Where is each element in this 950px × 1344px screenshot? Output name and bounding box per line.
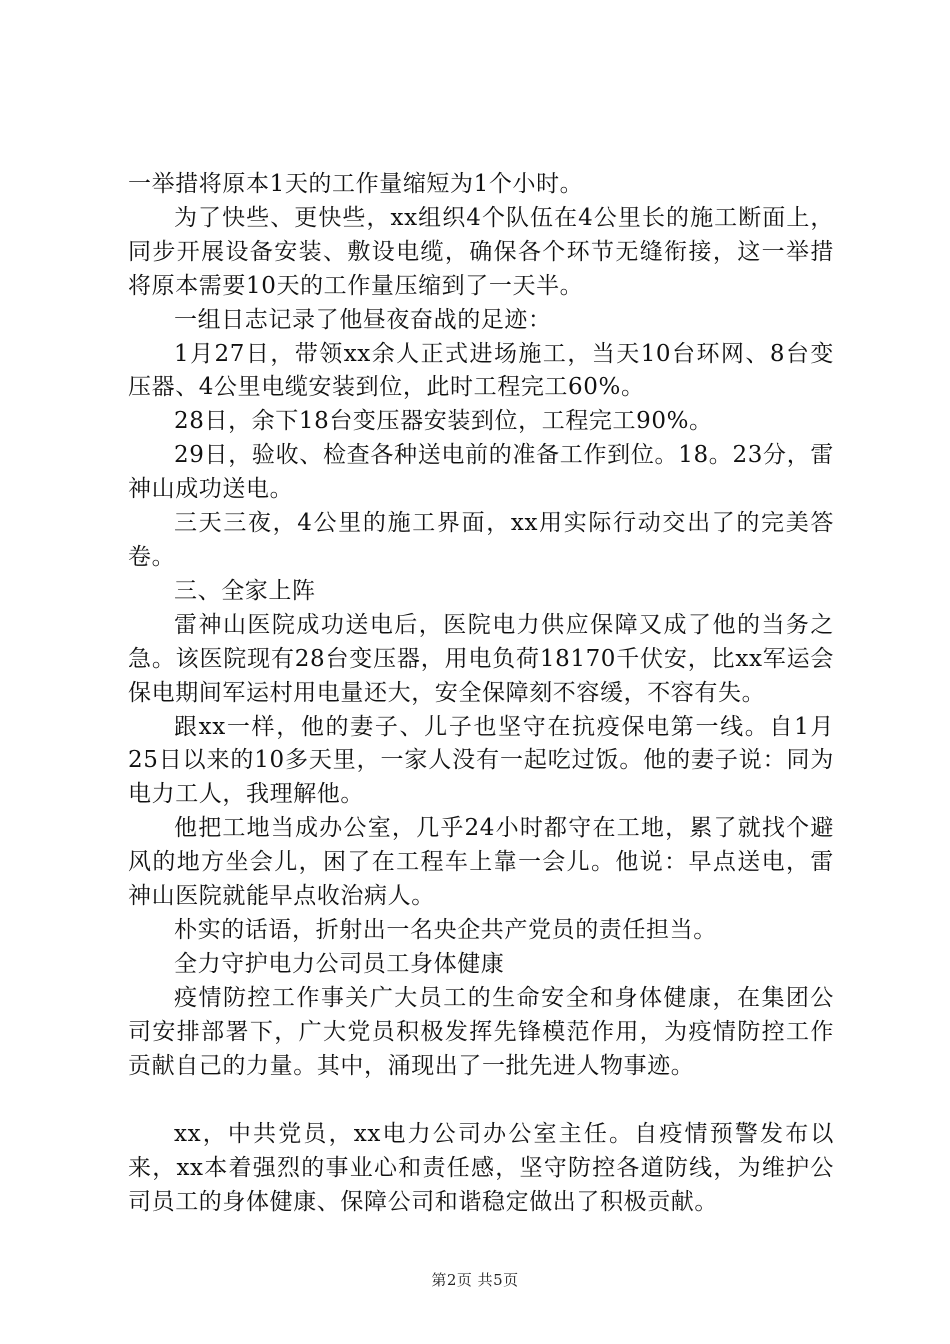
paragraph-log-day-29: 29日，验收、检查各种送电前的准备工作到位。18。23分，雷神山成功送电。 xyxy=(128,442,834,503)
section-heading-employee-health: 全力守护电力公司员工身体健康 xyxy=(174,950,505,977)
paragraph-office-director: xx，中共党员，xx电力公司办公室主任。自疫情预警发布以来，xx本着强烈的事业心和责任感，坚守防控各道防线，为维护公司员工的身体健康、保障公司和谐稳定做出了积极贡献。 xyxy=(128,1121,834,1216)
paragraph-continuation: 一举措将原本1天的工作量缩短为1个小时。 xyxy=(128,171,584,197)
paragraph-worksite-office: 他把工地当成办公室，几乎24小时都守在工地，累了就找个避风的地方坐会儿，困了在工程车上靠一会儿。他说：早点送电，雷神山医院就能早点收治病人。 xyxy=(128,815,834,910)
paragraph-log-intro: 一组日志记录了他昼夜奋战的足迹： xyxy=(174,306,552,333)
paragraph-epidemic-prevention: 疫情防控工作事关广大员工的生命安全和身体健康，在集团公司安排部署下，广大党员积极发挥先锋模范作用，为疫情防控工作贡献自己的力量。其中，涌现出了一批先进人物事迹。 xyxy=(128,984,834,1079)
section-heading-family: 三、全家上阵 xyxy=(174,577,316,604)
paragraph-power-supply: 雷神山医院成功送电后，医院电力供应保障又成了他的当务之急。该医院现有28台变压器，用电负荷18170千伏安，比xx军运会保电期间军运村用电量还大，安全保障刻不容缓，不容有失。 xyxy=(128,611,834,706)
page-footer: 第2页 共5页 xyxy=(431,1271,519,1289)
paragraph-spacer xyxy=(128,1083,834,1118)
paragraph-responsibility: 朴实的话语，折射出一名央企共产党员的责任担当。 xyxy=(174,916,717,943)
paragraph-log-day-28: 28日，余下18台变压器安装到位，工程完工90%。 xyxy=(174,408,713,435)
paragraph-team-organization: 为了快些、更快些，xx组织4个队伍在4公里长的施工断面上，同步开展设备安装、敷设电缆，确保各个环节无缝衔接，这一举措将原本需要10天的工作量压缩到了一天半。 xyxy=(128,204,834,299)
paragraph-three-days: 三天三夜，4公里的施工界面，xx用实际行动交出了的完美答卷。 xyxy=(128,510,834,570)
paragraph-log-day-27: 1月27日，带领xx余人正式进场施工，当天10台环网、8台变压器、4公里电缆安装到位，此时工程完工60%。 xyxy=(128,340,834,401)
paragraph-family-frontline: 跟xx一样，他的妻子、儿子也坚守在抗疫保电第一线。自1月25日以来的10多天里，一家人没有一起吃过饭。他的妻子说：同为电力工人，我理解他。 xyxy=(128,713,834,808)
document-body xyxy=(128,168,834,1220)
